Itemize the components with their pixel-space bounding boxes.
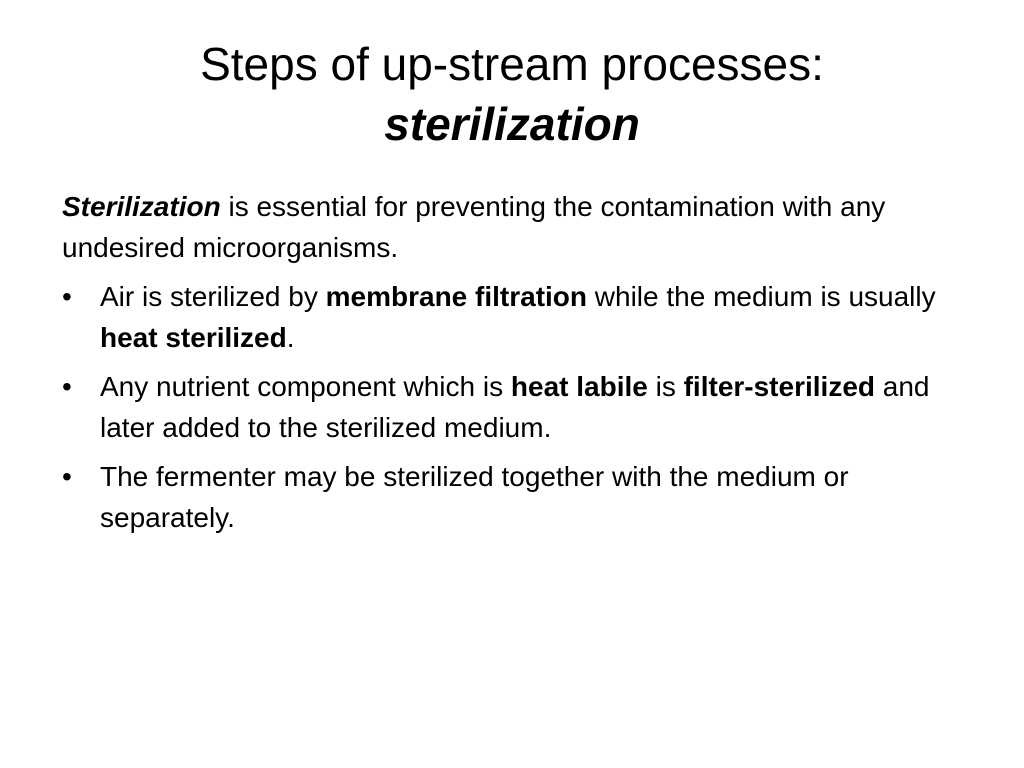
bullet-bold-text: heat sterilized — [100, 322, 287, 353]
bullet-text: while the medium is usually — [587, 281, 936, 312]
bullet-text: . — [286, 322, 295, 353]
bullet-bold-text: filter-sterilized — [683, 371, 875, 402]
intro-paragraph — [62, 186, 962, 268]
slide-title — [60, 34, 964, 154]
bullet-text: is — [647, 371, 684, 402]
intro-text: is essential for preventing the contamination with any undesired microorganisms. — [62, 191, 886, 263]
bullet-marker: • — [62, 281, 72, 312]
bullet-text: Any nutrient component which is — [100, 371, 511, 402]
bullet-bold-text: membrane filtration — [325, 281, 588, 312]
bullet-marker: • — [62, 371, 72, 402]
bullet-item-nutrient — [62, 366, 962, 448]
bullet-bold-text: heat labile — [510, 371, 648, 402]
bullet-text: The fermenter may be sterilized together with the medium or separately. — [100, 461, 849, 533]
bullet-item-air — [62, 276, 962, 358]
bullet-item-fermenter — [62, 456, 962, 538]
bullet-text: and later added to the sterilized medium. — [100, 371, 930, 443]
bullet-list — [62, 276, 962, 538]
bullet-marker: • — [62, 461, 72, 492]
title-line-2-emphasis: sterilization — [384, 98, 640, 150]
slide-body — [62, 186, 962, 546]
bullet-text: Air is sterilized by — [100, 281, 326, 312]
title-line-1: Steps of up-stream processes: — [200, 38, 824, 90]
intro-term: Sterilization — [62, 191, 221, 222]
